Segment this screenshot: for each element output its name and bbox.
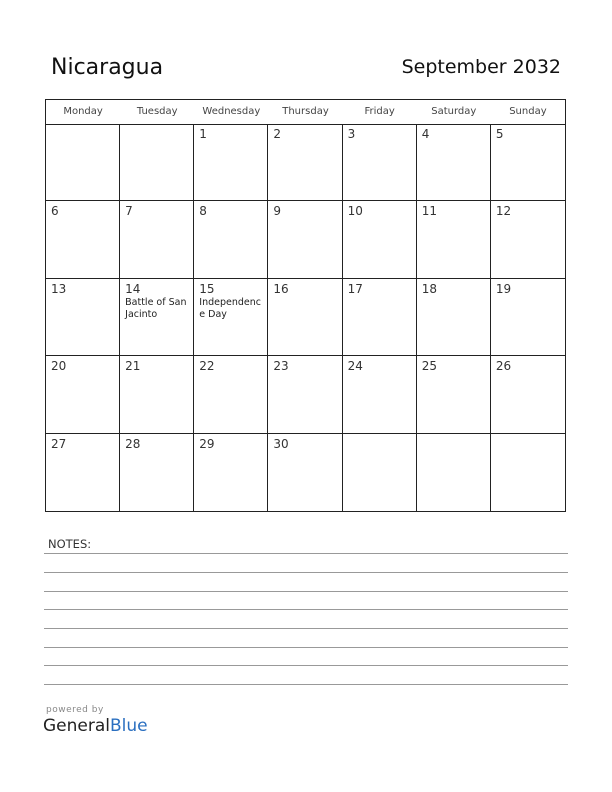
day-number: 9 [273, 204, 282, 219]
notes-line [44, 628, 568, 629]
weekday-tuesday: Tuesday [136, 106, 178, 117]
day-cell [417, 434, 491, 511]
day-cell [120, 356, 194, 433]
holiday-label: Battle of San Jacinto [125, 296, 187, 320]
notes-line [44, 684, 568, 685]
day-number: 4 [421, 127, 430, 141]
day-cell [491, 124, 565, 201]
day-number: 8 [199, 204, 207, 219]
day-cell [46, 201, 120, 278]
day-number: 13 [51, 281, 67, 296]
day-cell [343, 434, 417, 511]
day-number: 5 [495, 127, 504, 141]
day-number: 29 [199, 436, 215, 451]
day-number: 3 [347, 127, 356, 141]
day-cell [268, 434, 342, 511]
notes-line [44, 572, 568, 573]
day-number: 27 [51, 436, 67, 451]
day-number: 22 [199, 359, 215, 374]
day-number: 28 [125, 436, 141, 451]
day-cell [491, 356, 565, 433]
day-cell [343, 201, 417, 278]
day-cell [268, 279, 342, 356]
day-cell [417, 124, 491, 201]
weekday-saturday: Saturday [431, 106, 477, 117]
day-cell [417, 201, 491, 278]
day-number: 11 [421, 204, 437, 219]
day-number: 10 [347, 204, 363, 219]
day-number: 15 [199, 281, 215, 296]
day-number: 30 [273, 436, 289, 451]
day-cell [417, 279, 491, 356]
day-number: 2 [273, 127, 282, 141]
day-cell [46, 279, 120, 356]
notes-line [44, 553, 568, 554]
day-number: 19 [495, 281, 512, 296]
day-cell [268, 124, 342, 201]
notes-line [44, 647, 568, 648]
day-number: 14 [125, 281, 141, 296]
calendar-days [46, 124, 565, 511]
weekday-friday: Friday [364, 106, 395, 117]
weekday-monday: Monday [63, 106, 103, 117]
day-cell [417, 356, 491, 433]
day-cell [120, 279, 194, 356]
day-number: 26 [495, 359, 512, 374]
day-cell [194, 356, 268, 433]
country-title: Nicaragua [51, 55, 164, 80]
day-cell [491, 201, 565, 278]
day-cell [268, 201, 342, 278]
brand-logo [43, 716, 148, 736]
day-cell [46, 434, 120, 511]
day-number: 20 [51, 359, 67, 374]
notes-line [44, 591, 568, 592]
notes-line [44, 665, 568, 666]
day-cell [120, 124, 194, 201]
day-cell [268, 356, 342, 433]
brand-blue: Blue [110, 716, 148, 736]
day-cell [120, 201, 194, 278]
day-cell [194, 279, 268, 356]
day-number: 24 [347, 359, 363, 374]
day-cell [46, 356, 120, 433]
day-cell [343, 124, 417, 201]
weekday-header-row [46, 100, 565, 125]
notes-label: NOTES: [48, 537, 92, 551]
day-number: 21 [125, 359, 141, 374]
holiday-label: Independence Day [199, 296, 261, 320]
day-cell [194, 434, 268, 511]
day-cell [491, 434, 565, 511]
day-cell [46, 124, 120, 201]
day-number: 17 [347, 281, 363, 296]
day-number: 6 [51, 204, 59, 219]
powered-by-text: powered by [46, 705, 104, 715]
day-number: 18 [421, 281, 437, 296]
day-number: 23 [273, 359, 289, 374]
day-cell [343, 279, 417, 356]
calendar-grid [45, 99, 566, 512]
day-cell [194, 201, 268, 278]
day-cell [343, 356, 417, 433]
day-number: 12 [495, 204, 512, 219]
brand-general: General [43, 716, 110, 736]
day-cell [491, 279, 565, 356]
day-number: 25 [421, 359, 437, 374]
day-number: 7 [125, 204, 133, 219]
day-number: 16 [273, 281, 289, 296]
weekday-thursday: Thursday [282, 106, 329, 117]
footer-branding [43, 705, 148, 736]
weekday-wednesday: Wednesday [202, 106, 261, 117]
notes-line [44, 609, 568, 610]
day-cell [120, 434, 194, 511]
day-cell [194, 124, 268, 201]
day-number: 1 [199, 127, 207, 141]
weekday-sunday: Sunday [509, 106, 547, 117]
month-title: September 2032 [401, 56, 561, 78]
